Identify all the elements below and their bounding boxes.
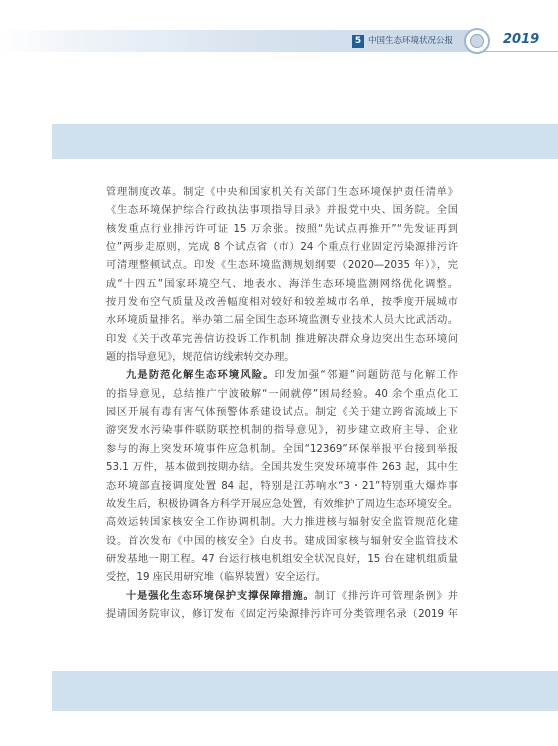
top-blue-block bbox=[52, 124, 558, 159]
chapter-number-badge: 5 bbox=[352, 35, 364, 48]
report-year: 2019 bbox=[503, 32, 540, 47]
text-span: 印发加强“邻避”问题防范与化解工作 bbox=[274, 370, 459, 382]
text-line: 印发《关于改革完善信访投诉工作机制 推进解决群众身边突出生态环境问 bbox=[106, 333, 458, 345]
text-line: 核发重点行业排污许可证 15 万余张。按照“先试点再推开”“先发证再到 bbox=[106, 223, 458, 235]
paragraph-first-line bbox=[106, 367, 458, 385]
text-line: 游突发水污染事件联防联控机制的指导意见》，初步建立政府主导、企业 bbox=[106, 425, 458, 437]
text-line: 态环境部直接调度处置 84 起，特别是江苏响水“3・21”特别重大爆炸事 bbox=[106, 480, 458, 492]
paragraph-heading: 十是强化生态环境保护支撑保障措施。 bbox=[126, 590, 315, 602]
text-line: 设。首次发布《中国的核安全》白皮书。建成国家核与辐射安全监管技术 bbox=[106, 535, 458, 547]
paragraph-first-line bbox=[106, 588, 458, 606]
bottom-blue-block bbox=[52, 671, 558, 711]
paragraph-heading: 九是防范化解生态环境风险。 bbox=[126, 370, 275, 382]
text-line: 故发生后，积极协调各方科学开展应急处置，有效维护了周边生态环境安全。 bbox=[106, 498, 458, 510]
text-line: 研发基地一期工程。47 台运行核电机组安全状况良好，15 台在建机组质量 bbox=[106, 553, 458, 565]
text-line: 水环境质量排名。举办第二届全国生态环境监测专业技术人员大比武活动。 bbox=[106, 315, 458, 327]
text-line: 的指导意见，总结推广宁波破解“一闹就停”困局经验。40 余个重点化工 bbox=[106, 388, 458, 400]
text-line: 位”两步走原则，完成 8 个试点省（市）24 个重点行业固定污染源排污许 bbox=[106, 242, 458, 254]
text-line: 管理制度改革。制定《中央和国家机关有关部门生态环境保护责任清单》 bbox=[106, 187, 458, 198]
text-line: 按月发布空气质量及改善幅度相对较好和较差城市名单，按季度开展城市 bbox=[106, 297, 458, 309]
header-rule bbox=[480, 51, 558, 52]
text-line: 参与的海上突发环境事件应急机制。全国“12369”环保举报平台接到举报 bbox=[106, 443, 458, 455]
text-line: 园区开展有毒有害气体预警体系建设试点。制定《关于建立跨省流域上下 bbox=[106, 407, 458, 419]
body-text bbox=[106, 184, 458, 624]
text-line: 题的指导意见》，规范信访线索转交办理。 bbox=[106, 352, 295, 364]
text-line: 提请国务院审议，修订发布《固定污染源排污许可分类管理名录（2019 年 bbox=[106, 608, 458, 620]
text-line: 可清理整顿试点。印发《生态环境监测规划纲要（2020—2035 年）》，完 bbox=[106, 260, 458, 272]
text-span: 制订《排污许可管理条例》并 bbox=[314, 590, 459, 602]
text-line: 《生态环境保护综合行政执法事项指导目录》并报党中央、国务院。全国 bbox=[106, 205, 458, 217]
text-line: 受控，19 座民用研究堆（临界装置）安全运行。 bbox=[106, 572, 326, 584]
text-line: 成“十四五”国家环境空气、地表水、海洋生态环境监测网络优化调整。 bbox=[106, 278, 458, 290]
report-title: 中国生态环境状况公报 bbox=[368, 36, 454, 46]
text-line: 高效运转国家核安全工作协调机制。大力推进核与辐射安全监管规范化建 bbox=[106, 517, 458, 529]
text-line: 53.1 万件，基本做到按期办结。全国共发生突发环境事件 263 起，其中生 bbox=[106, 462, 458, 474]
